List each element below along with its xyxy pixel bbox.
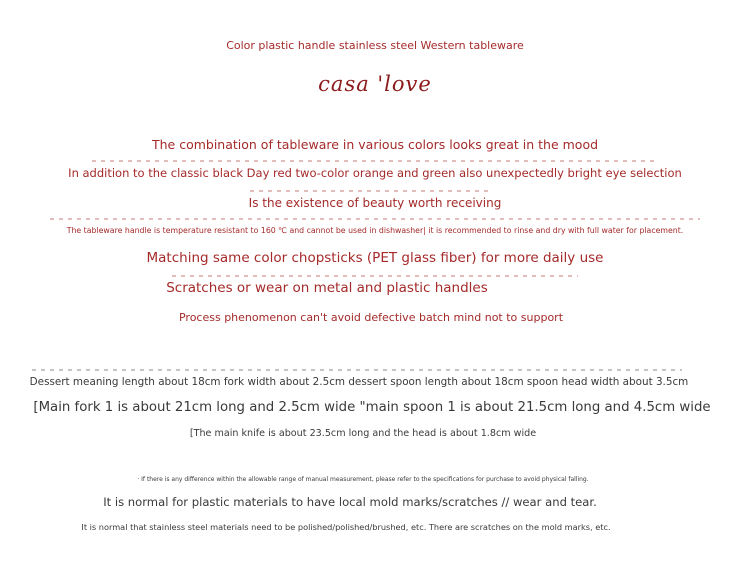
description-line-3: Is the existence of beauty worth receiving xyxy=(248,196,502,210)
steel-note: It is normal that stainless steel materials need to be polished/polished/brushed, etc. There are scratches on the mold marks, etc. xyxy=(81,522,611,532)
description-line-7: Process phenomenon can't avoid defective batch mind not to support xyxy=(178,311,564,324)
spec-main-fork-spoon: [Main fork 1 is about 21cm long and 2.5cm wide "main spoon 1 is about 21.5cm long and 4.5cm wide xyxy=(33,400,711,415)
ghost-stroke xyxy=(50,218,700,220)
plastic-note: It is normal for plastic materials to have local mold marks/scratches // wear and tear. xyxy=(103,495,597,509)
care-instructions: The tableware handle is temperature resistant to 160 ℃ and cannot be used in dishwasher| it is recommended to rinse and dry with full water for placement. xyxy=(66,226,684,235)
ghost-stroke xyxy=(250,190,490,192)
description-line-6: Scratches or wear on metal and plastic handles xyxy=(166,280,488,296)
description-line-5: Matching same color chopsticks (PET glass fiber) for more daily use xyxy=(146,250,604,266)
description-line-1: The combination of tableware in various colors looks great in the mood xyxy=(151,137,599,152)
measurement-note: · If there is any difference within the allowable range of manual measurement, please refer to the specifications for purchase to avoid physical falling. xyxy=(137,476,589,483)
spec-main-knife: [The main knife is about 23.5cm long and the head is about 1.8cm wide xyxy=(189,428,537,439)
description-line-2: In addition to the classic black Day red two-color orange and green also unexpectedly bright eye selection xyxy=(68,166,682,180)
ghost-stroke xyxy=(172,275,578,277)
product-subtitle: Color plastic handle stainless steel Western tableware xyxy=(226,39,524,52)
spec-dessert: Dessert meaning length about 18cm fork width about 2.5cm dessert spoon length about 18cm spoon head width about 3.5cm xyxy=(29,376,689,388)
ghost-stroke xyxy=(32,369,682,371)
ghost-stroke xyxy=(92,160,658,162)
brand-logo: casa 'love xyxy=(318,72,432,96)
